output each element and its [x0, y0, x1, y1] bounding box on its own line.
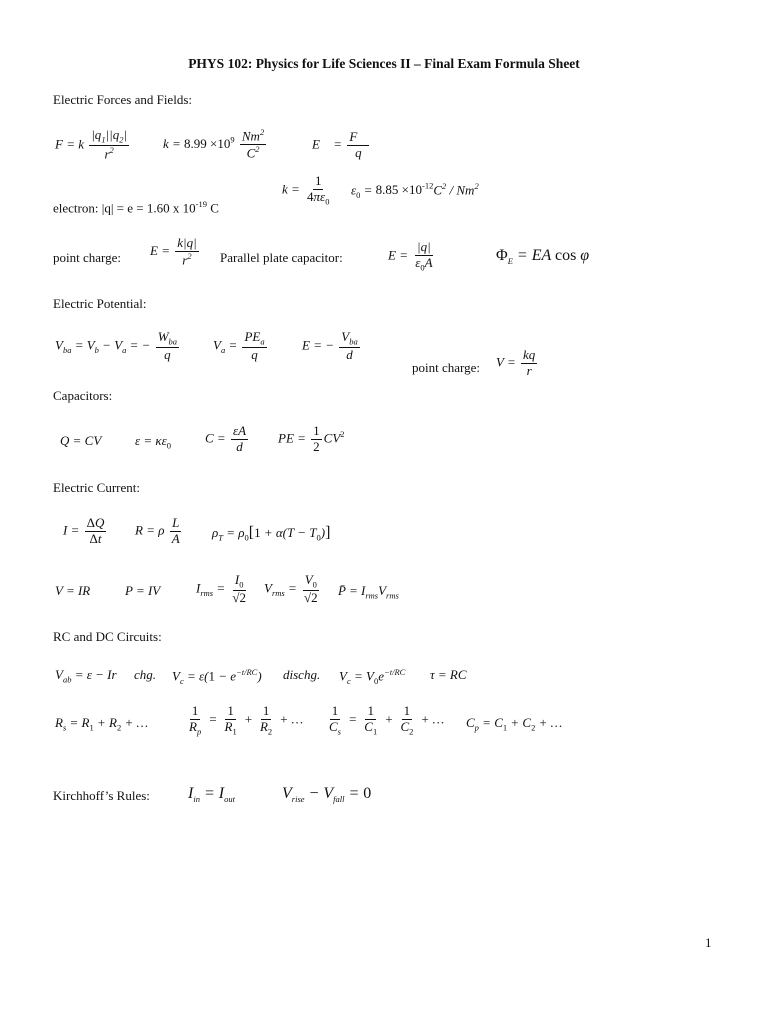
electron-charge-text: electron: |q| = e = 1.60 x $10^{-19}$ C: [53, 199, 219, 216]
point-charge-label: point charge:: [53, 250, 121, 265]
formula-rms-current: $I_{rms}$ = $\frac{I_0}{√2}$: [196, 572, 247, 606]
section-heading-kirchhoff: Kirchhoff’s Rules:: [53, 788, 150, 803]
formula-k-epsilon: k = $\frac{1}{4\pi\varepsilon_0}$: [282, 173, 330, 207]
page-number: 1: [705, 935, 712, 950]
charging-label: chg.: [134, 667, 157, 682]
formula-resistivity-temperature: $\rho_T = \rho_0[1 + \alpha(T - T_0)]$: [212, 524, 331, 543]
section-heading-electric-potential: Electric Potential:: [53, 296, 147, 311]
section-heading-rc-dc-circuits: RC and DC Circuits:: [53, 629, 162, 644]
formula-time-constant: τ = RC: [430, 667, 467, 682]
formula-permittivity: $\varepsilon = \kappa\varepsilon_0$: [135, 433, 172, 451]
formula-potential-energy: $V_a$ = $\frac{PE_a}{q}$: [213, 329, 265, 363]
formula-coulomb-constant: $k = 8.99 \times 10^9$ $\frac{Nm^2}{C^2}$: [163, 127, 265, 161]
formula-electric-field: E⃗ = $\frac{F⃗}{q}$: [312, 129, 368, 160]
section-heading-electric-current: Electric Current:: [53, 480, 140, 495]
formula-capacitor-energy: PE = $\frac{1}{2}$ $CV^2$: [278, 423, 345, 454]
formula-point-charge-potential: V = $\frac{kq}{r}$: [496, 347, 536, 378]
formula-series-resistors: $R_s = R_1 + R_2$ + …: [55, 715, 149, 733]
formula-parallel-plate-field: E = $\frac{|q|}{\varepsilon_0A}$: [388, 239, 433, 273]
point-charge-potential-label: point charge:: [412, 360, 480, 375]
page-title: PHYS 102: Physics for Life Sciences II – Final Exam Formula Sheet: [188, 56, 580, 71]
formula-potential-difference: $V_{ba} = V_b - V_a$ = − $\frac{W_{ba}}{q}$: [55, 329, 178, 363]
formula-capacitance: C = $\frac{\varepsilon A}{d}$: [205, 423, 247, 454]
formula-junction-rule: $I_{in} = I_{out}$: [188, 785, 235, 805]
formula-charge-capacitance: Q = CV: [60, 433, 102, 448]
formula-point-charge-field: E = $\frac{k|q|}{r^2}$: [150, 235, 197, 268]
formula-field-from-potential: E = − $\frac{V_{ba}}{d}$: [302, 329, 358, 363]
formula-coulomb-force: F = k $\frac{|q_1||q_2|}{r^2}$: [55, 127, 128, 162]
formula-ohms-law: V = IR: [55, 583, 91, 598]
formula-resistance: R = ρ $\frac{L}{A}$: [135, 515, 180, 546]
section-heading-capacitors: Capacitors:: [53, 388, 113, 403]
section-heading-electric-forces: Electric Forces and Fields:: [53, 92, 192, 107]
formula-terminal-voltage: $V_{ab} = \varepsilon - Ir$: [55, 667, 117, 685]
formula-parallel-capacitors: $C_p = C_1 + C_2$ + …: [466, 715, 563, 733]
discharging-label: dischg.: [283, 667, 321, 682]
formula-series-capacitors: $\frac{1}{C_s}$ = $\frac{1}{C_1}$ + $\frac{1}{C_2}$ + …: [329, 703, 445, 737]
formula-average-power: P̄ = $I_{rms}V_{rms}$: [338, 583, 399, 601]
formula-charging-voltage: $V_c = \varepsilon(1 - e^{-t/RC})$: [172, 667, 262, 686]
formula-parallel-resistors: $\frac{1}{R_p}$ = $\frac{1}{R_1}$ + $\frac{1}{R_2}$ + …: [189, 703, 304, 737]
formula-current: I = $\frac{\Delta Q}{\Delta t}$: [63, 515, 105, 546]
formula-discharging-voltage: $V_c = V_0e^{-t/RC}$: [339, 667, 406, 686]
formula-power: P = IV: [125, 583, 161, 598]
formula-electric-flux: $\Phi_E$ = EA cos φ: [496, 247, 590, 267]
formula-epsilon-zero: $\varepsilon_0 = 8.85 \times 10^{-12}C^2 / Nm^2$: [351, 181, 479, 200]
formula-loop-rule: $V_{rise} - V_{fall} = 0$: [282, 785, 372, 805]
parallel-plate-label: Parallel plate capacitor:: [220, 250, 343, 265]
formula-rms-voltage: $V_{rms}$ = $\frac{V_0}{√2}$: [264, 572, 318, 606]
